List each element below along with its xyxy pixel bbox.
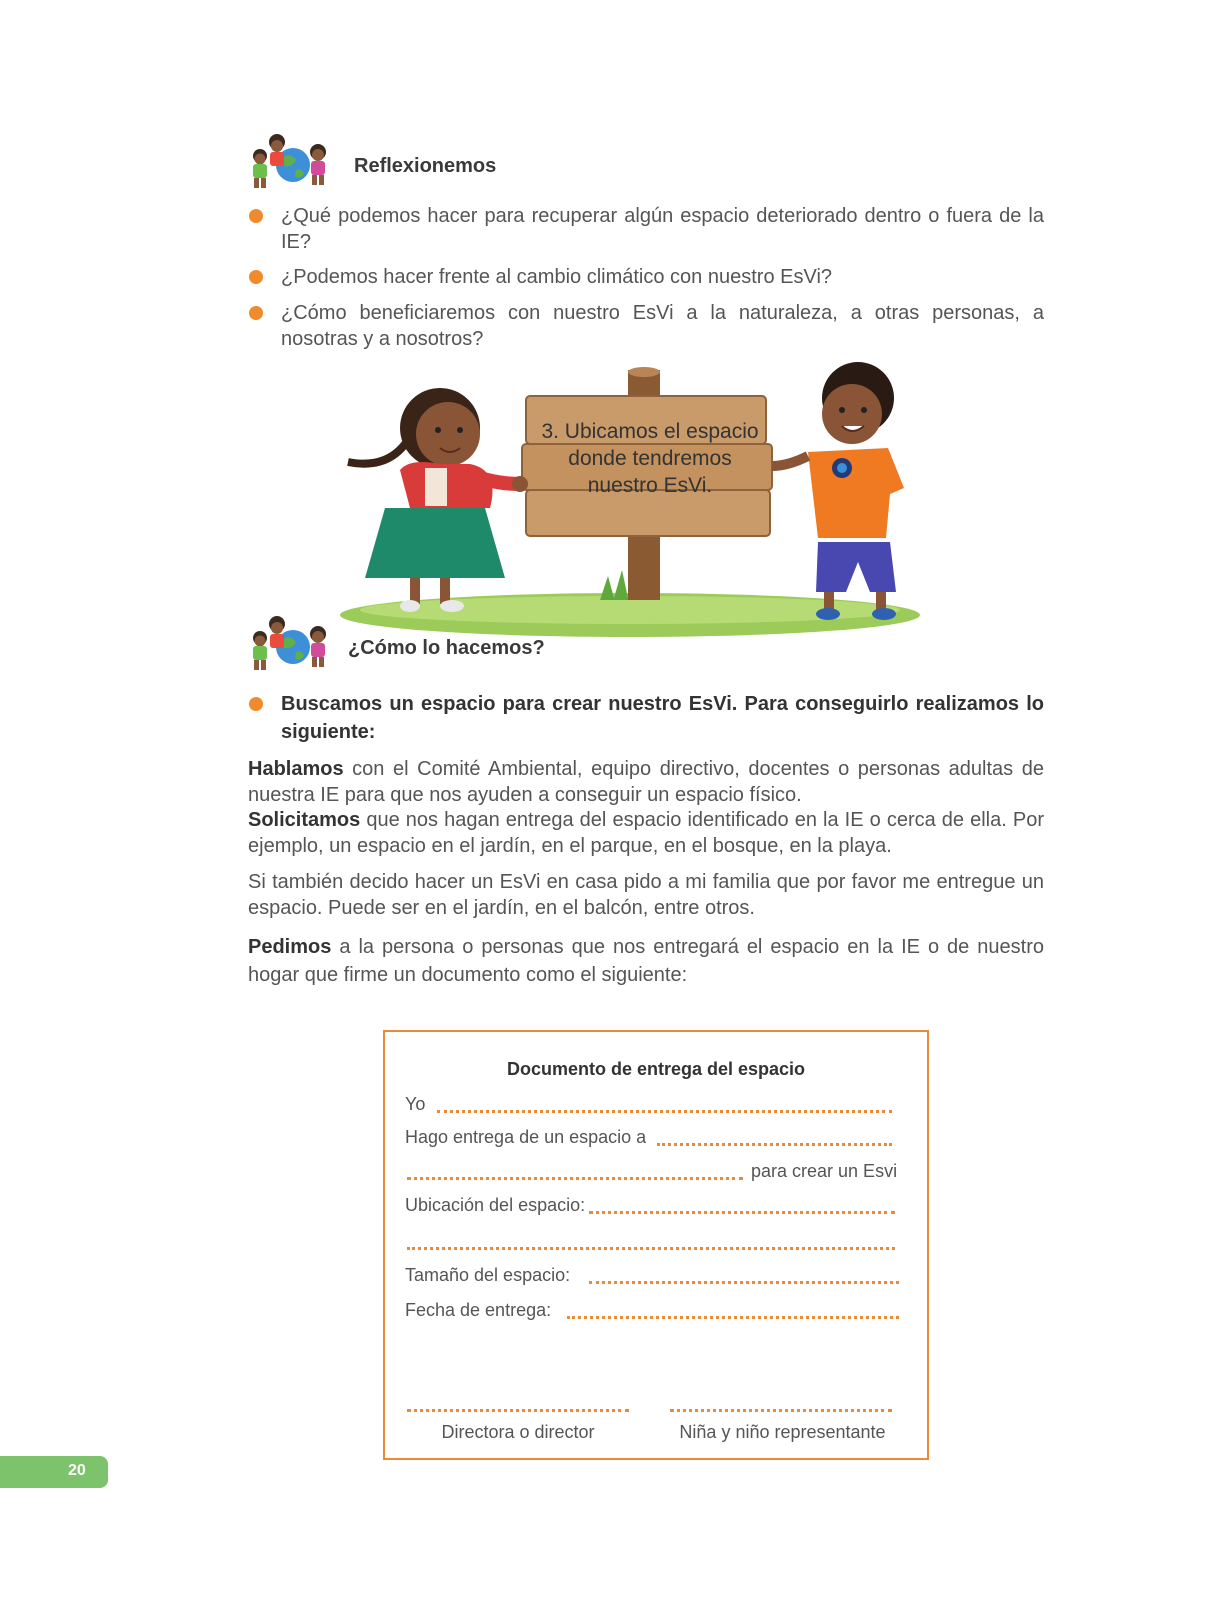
kids-globe-icon: [246, 130, 336, 192]
signature-label-right: Niña y niño representante: [679, 1422, 886, 1442]
hago-label: Hago entrega de un espacio a: [405, 1127, 647, 1147]
question-1: ¿Qué podemos hacer para recuperar algún espacio deteriorado dentro o fuera de la IE?: [281, 205, 1044, 253]
bullet-icon: [249, 270, 263, 284]
bullet-icon: [249, 697, 263, 711]
kids-sign-illustration: [330, 360, 930, 640]
signature-line-right: [670, 1409, 892, 1412]
paragraph-casa: Si también decido hacer un EsVi en casa pido a mi familia que por favor me entregue un espacio. Puede ser en el jardín, en el balcón, entre otros.: [248, 871, 1044, 919]
bullet-icon: [249, 209, 263, 223]
fecha-line: [567, 1316, 899, 1319]
paragraph-hablamos: [248, 756, 1044, 808]
para-label: para crear un Esvi: [751, 1161, 898, 1181]
signature-line-left: [407, 1409, 629, 1412]
document-title: Documento de entrega del espacio: [506, 1059, 806, 1079]
como-bullet: Buscamos un espacio para crear nuestro EsVi. Para conseguirlo realizamos lo siguiente:: [281, 693, 1044, 743]
como-title: ¿Cómo lo hacemos?: [348, 637, 545, 659]
sign-text: 3. Ubicamos el espacio donde tendremos nuestro EsVi.: [541, 420, 759, 497]
page-number: 20: [68, 1462, 86, 1479]
hablamos-text: con el Comité Ambiental, equipo directivo, docentes o personas adultas de nuestra IE para que nos ayuden a conseguir un espacio físico.: [248, 758, 1044, 806]
solicitamos-bold: Solicitamos: [248, 809, 361, 831]
kids-globe-icon: [246, 612, 336, 674]
yo-line: [437, 1110, 892, 1113]
pedimos-bold: Pedimos: [248, 936, 332, 958]
question-3: ¿Cómo beneficiaremos con nuestro EsVi a la naturaleza, a otras personas, a nosotras y a nosotros?: [281, 302, 1044, 350]
pedimos-text: a la persona o personas que nos entregará el espacio en la IE o de nuestro hogar que firme un documento como el siguiente:: [248, 936, 1044, 986]
ubicacion-label: Ubicación del espacio:: [405, 1195, 586, 1215]
paragraph-pedimos: [248, 933, 1044, 989]
solicitamos-text: que nos hagan entrega del espacio identificado en la IE o cerca de ella. Por ejemplo, un espacio en el jardín, en el parque, en el bosque, en la playa.: [248, 809, 1044, 857]
reflexionemos-title: Reflexionemos: [354, 155, 497, 177]
hago-line: [657, 1143, 892, 1146]
page-number-tab: [0, 1456, 108, 1488]
document-form: [383, 1030, 929, 1460]
signature-label-left: Directora o director: [441, 1422, 595, 1442]
tamano-line: [589, 1281, 899, 1284]
ubicacion-line-2: [407, 1247, 895, 1250]
bullet-icon: [249, 306, 263, 320]
fecha-label: Fecha de entrega:: [405, 1300, 552, 1320]
tamano-label: Tamaño del espacio:: [405, 1265, 571, 1285]
question-2: ¿Podemos hacer frente al cambio climático con nuestro EsVi?: [281, 266, 833, 288]
yo-label: Yo: [405, 1094, 426, 1114]
hablamos-bold: Hablamos: [248, 758, 344, 780]
para-line: [407, 1177, 743, 1180]
ubicacion-line: [589, 1211, 895, 1214]
paragraph-solicitamos: [248, 807, 1044, 859]
